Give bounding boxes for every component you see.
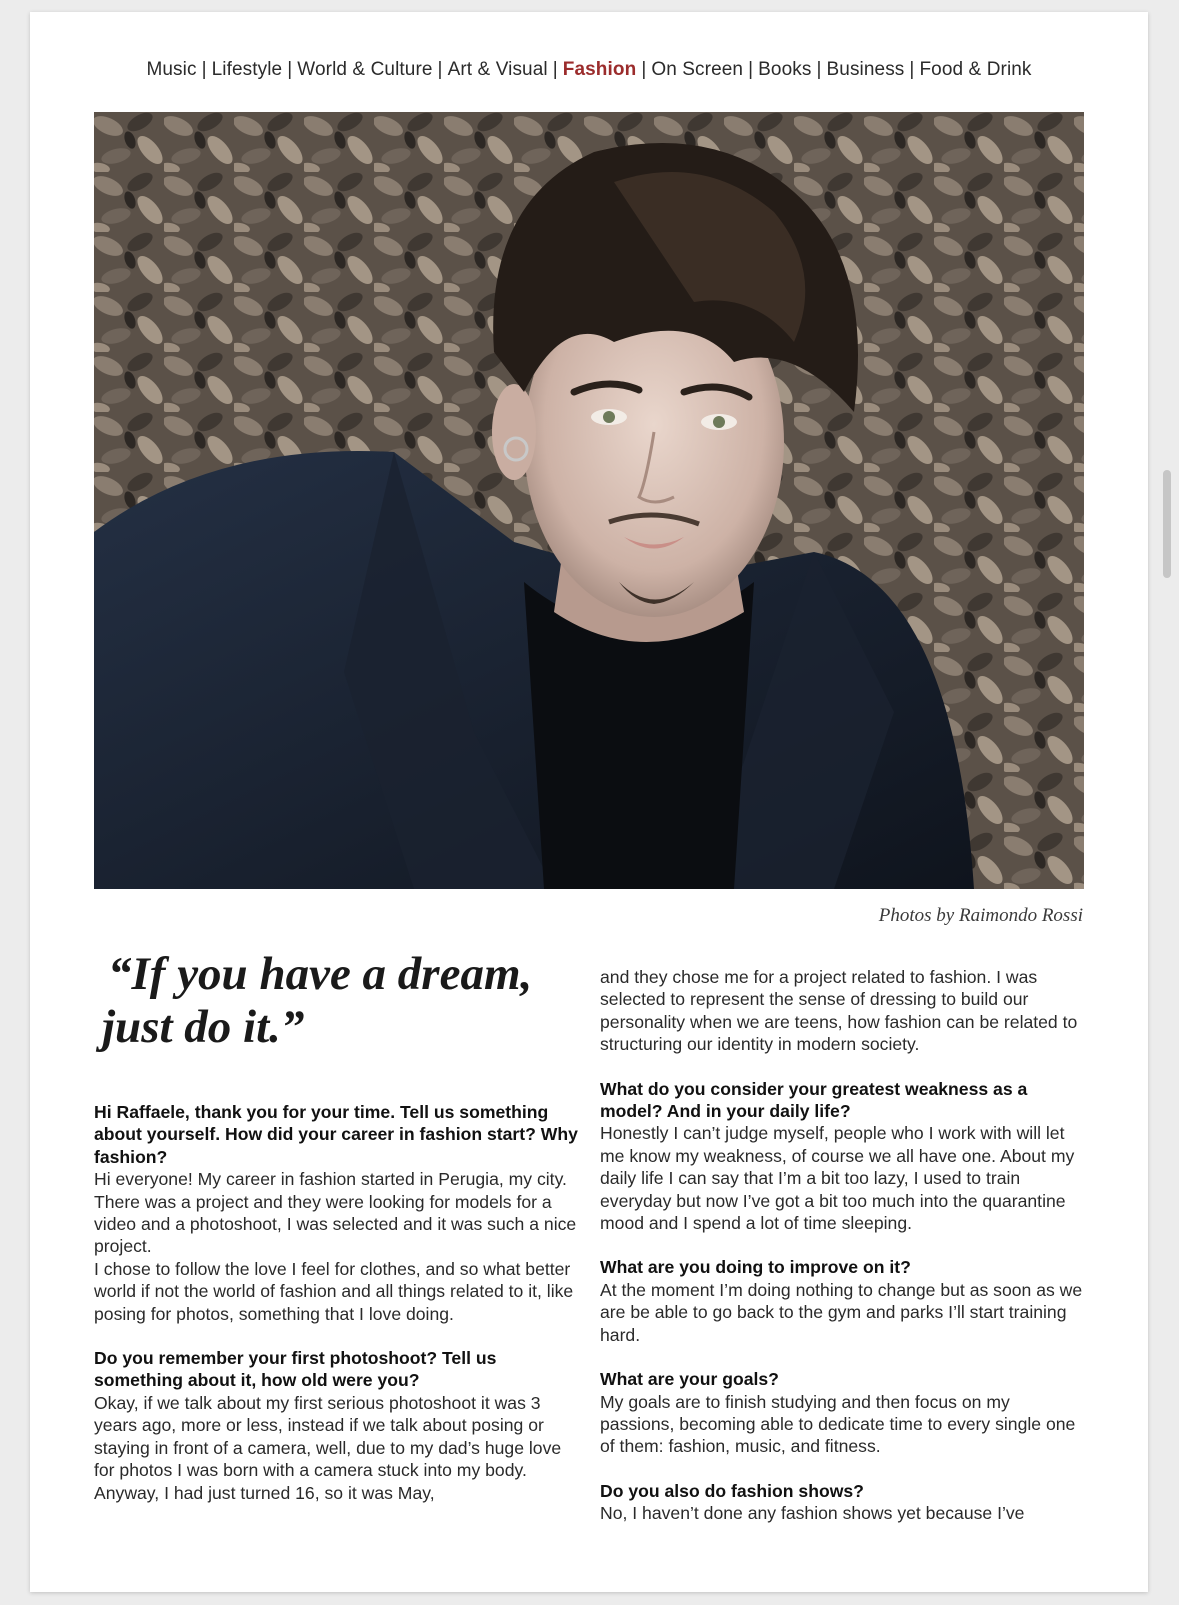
- interview-answer: Honestly I can’t judge myself, people who I work with will let me know my weakness, of course we all have one. About my daily life I can say that I’m a bit too lazy, I used to train everyday but now I’ve got a bit too much into the quarantine mood and I spend a lot of time sleeping.: [600, 1123, 1075, 1234]
- nav-item-on-screen[interactable]: On Screen: [651, 59, 744, 80]
- paragraph-gap: [600, 1346, 1084, 1368]
- nav-item-fashion[interactable]: Fashion: [562, 59, 637, 80]
- paragraph-gap: [94, 1325, 580, 1347]
- interview-answer: Hi everyone! My career in fashion started in Perugia, my city. There was a project and they were looking for models for a video and a photoshoot, I was selected and it was such a nice project.: [94, 1169, 577, 1257]
- nav-separator: |: [552, 59, 558, 80]
- paragraph-gap: [600, 1234, 1084, 1256]
- nav-item-music[interactable]: Music: [146, 59, 197, 80]
- interview-question: What are your goals?: [600, 1369, 779, 1390]
- interview-column-right: [600, 966, 1084, 1525]
- nav-separator: |: [748, 59, 754, 80]
- interview-answer: I chose to follow the love I feel for clothes, and so what better world if not the world of fashion and all things related to it, like posing for photos, something that I love doing.: [94, 1258, 574, 1324]
- nav-separator: |: [437, 59, 443, 80]
- interview-answer: Okay, if we talk about my first serious photoshoot it was 3 years ago, more or less, instead if we talk about posing or staying in front of a camera, well, due to my dad’s huge love for photos I was born with a camera stuck into my body. Anyway, I had just turned 16, so it was May,: [94, 1392, 562, 1503]
- portrait-illustration: [94, 112, 1084, 889]
- interview-question: Hi Raffaele, thank you for your time. Tell us something about yourself. How did your career in fashion start? Why fashion?: [94, 1102, 578, 1167]
- pull-quote-line-2: just do it.”: [102, 1001, 305, 1053]
- nav-separator: |: [641, 59, 647, 80]
- nav-item-art-visual[interactable]: Art & Visual: [447, 59, 548, 80]
- scrollbar-thumb[interactable]: [1163, 470, 1171, 578]
- interview-question: Do you also do fashion shows?: [600, 1480, 864, 1501]
- interview-question: Do you remember your first photoshoot? Tell us something about it, how old were you?: [94, 1348, 497, 1391]
- interview-answer: No, I haven’t done any fashion shows yet because I’ve: [600, 1503, 1025, 1524]
- pull-quote-line-1: “If you have a dream,: [108, 948, 533, 1000]
- paragraph-gap: [600, 1056, 1084, 1078]
- nav-item-food-drink[interactable]: Food & Drink: [919, 59, 1032, 80]
- nav-separator: |: [201, 59, 207, 80]
- interview-answer: and they chose me for a project related to fashion. I was selected to represent the sense of dressing to build our personality when we are teens, how fashion can be related to structuring our identity in modern society.: [600, 967, 1078, 1055]
- interview-question: What do you consider your greatest weakness as a model? And in your daily life?: [600, 1078, 1028, 1122]
- nav-separator: |: [909, 59, 915, 80]
- nav-separator: |: [816, 59, 822, 80]
- nav-item-lifestyle[interactable]: Lifestyle: [211, 59, 283, 80]
- nav-item-business[interactable]: Business: [826, 59, 905, 80]
- interview-question: What are you doing to improve on it?: [600, 1257, 911, 1278]
- nav-separator: |: [287, 59, 293, 80]
- portrait-photo: [94, 112, 1084, 889]
- nav-item-world-culture[interactable]: World & Culture: [297, 59, 433, 80]
- magazine-page: [30, 12, 1148, 1592]
- interview-answer: At the moment I’m doing nothing to change but as soon as we are be able to go back to the gym and parks I’ll start training hard.: [600, 1279, 1083, 1345]
- interview-answer: My goals are to finish studying and then focus on my passions, becoming able to dedicate time to every single one of them: fashion, music, and fitness.: [600, 1391, 1076, 1457]
- pull-quote: [102, 948, 578, 1054]
- interview-column-left: [94, 1101, 580, 1504]
- nav-item-books[interactable]: Books: [758, 59, 812, 80]
- paragraph-gap: [600, 1458, 1084, 1480]
- photo-credit: Photos by Raimondo Rossi: [878, 905, 1083, 926]
- section-nav: [30, 59, 1148, 81]
